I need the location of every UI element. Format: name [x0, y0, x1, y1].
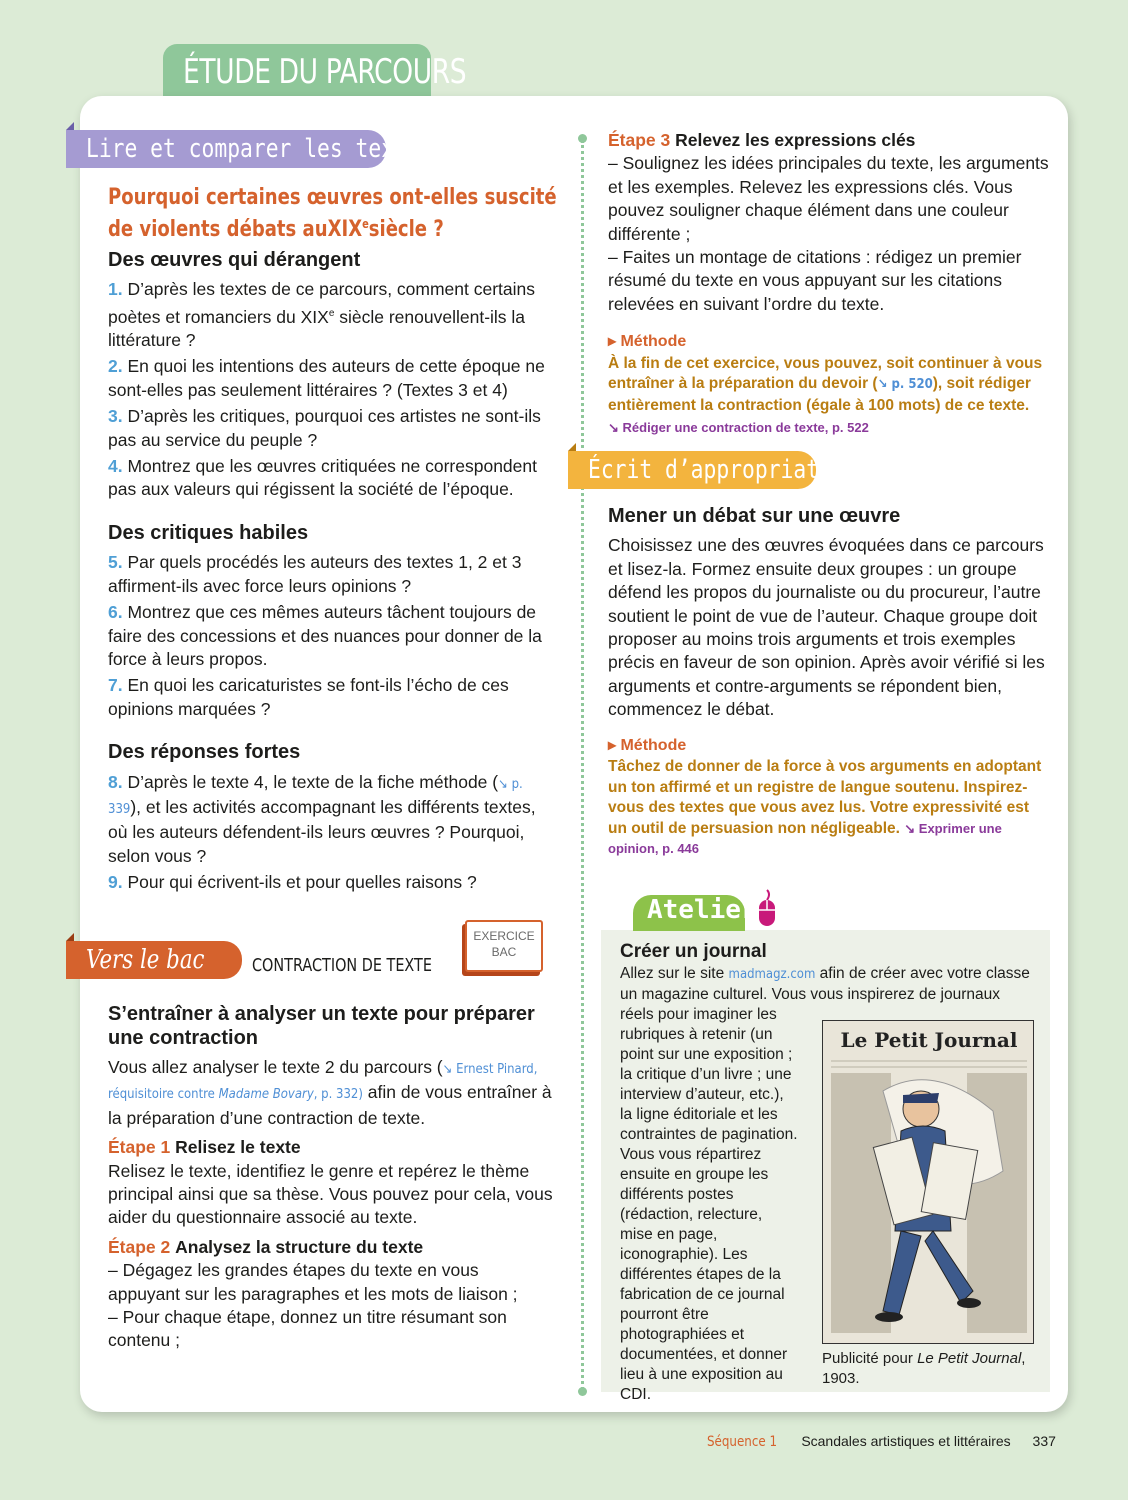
petit-journal-illustration — [822, 1020, 1034, 1344]
site-link[interactable]: madmagz.com — [728, 967, 816, 982]
page-link[interactable]: ↘ p. 339 — [108, 776, 523, 817]
methode-link[interactable]: ↘ Exprimer une opinion, p. 446 — [608, 820, 1002, 857]
question-2: 2. En quoi les intentions des auteurs de cette époque ne sont-elles pas seulement littéraires ? (Textes 3 et 4) — [108, 356, 545, 400]
page-number: 337 — [1032, 1433, 1056, 1449]
mouse-icon — [757, 888, 777, 928]
lire-banner: Lire et comparer les textes — [66, 130, 386, 168]
ecrit-block — [608, 505, 1052, 860]
question-1: 1. D’après les textes de ce parcours, comment certains poètes et romanciers du XIXe siècle renouvellent-ils la littérature ? — [108, 279, 536, 351]
vers-le-bac-banner: Vers le bac — [66, 941, 242, 979]
methode-text: Tâchez de donner de la force à vos arguments en adoptant un ton affirmé et un registre de langue soutenu. Inspirez-vous des textes que vous avez lus. Votre expressivité est un outil de persuasion non négligeable. ↘ Exprimer une opinion, p. 446 — [608, 758, 1042, 857]
etape-2-heading: Étape 2 Analysez la structure du texte — [108, 1236, 424, 1257]
footer-title: Scandales artistiques et littéraires — [801, 1433, 1011, 1449]
etape-1-heading: Étape 1 Relisez le texte — [108, 1137, 301, 1158]
atelier-tab: Atelier — [633, 895, 745, 931]
section-title: Des critiques habiles — [108, 521, 309, 544]
etape-2-line: – Pour chaque étape, donnez un titre résumant son contenu ; — [108, 1307, 507, 1351]
etape-2-line: – Dégagez les grandes étapes du texte en vous appuyant sur les paragraphes et les mots de liaison ; — [108, 1260, 518, 1304]
image-masthead: Le Petit Journal — [840, 1028, 1018, 1052]
etape-1-text: Relisez le texte, identifiez le genre et repérez le thème principal ainsi que sa thèse. Vous pouvez pour cela, vous aider du questionnaire associé au texte. — [108, 1160, 553, 1228]
methode-label: ▸ Méthode — [608, 333, 687, 351]
section-title: Des réponses fortes — [108, 741, 301, 764]
footer-sequence: Séquence 1 — [707, 1434, 778, 1450]
section-tab: ÉTUDE DU PARCOURS — [163, 44, 431, 106]
etape-3-line: – Faites un montage de citations : rédigez un premier résumé du texte en vous appuyant sur les citations relevées en suivant l’ordre du texte. — [608, 247, 1022, 314]
methode-label: ▸ Méthode — [608, 736, 687, 754]
page-footer — [707, 1433, 1056, 1450]
atelier-text: réels pour imaginer les rubriques à retenir (un point sur une exposition ; la critique d’un livre ; une interview d’auteur, etc.), la ligne éditoriale et les contraintes de pagination. Vous vous répartirez ensuite en groupe les différents postes (rédaction, relecture, mise en page, iconographie). Les différentes étapes de la fabrication de ce journal pourront être photographiées et documentées, et donner lieu à une exposition au CDI. — [620, 1006, 798, 1403]
bac-title: S’entraîner à analyser un texte pour préparer une contraction — [108, 1003, 535, 1049]
image-caption: Publicité pour Le Petit Journal, 1903. — [822, 1350, 1026, 1387]
methode-link[interactable]: ↘ Rédiger une contraction de texte, p. 522 — [608, 420, 869, 436]
bac-block — [108, 1002, 553, 1353]
etape-3-heading: Étape 3 Relevez les expressions clés — [608, 130, 916, 150]
exercice-bac-badge: EXERCICE BAC — [465, 920, 543, 972]
contraction-subtitle: CONTRACTION DE TEXTE — [252, 955, 432, 976]
ecrit-banner: Écrit d’appropriation — [568, 451, 816, 489]
atelier-title: Créer un journal — [620, 941, 767, 962]
question-title: Pourquoi certaines œuvres ont-elles suscité de violents débats auXIX$^e$siècle ? — [108, 185, 557, 243]
ecrit-title: Mener un débat sur une œuvre — [608, 505, 901, 527]
bac-intro: Vous allez analyser le texte 2 du parcours (↘ Ernest Pinard, réquisitoire contre Madame Bovary, p. 332) afin de vous entraîner à la préparation d’une contraction de texte. — [108, 1057, 552, 1128]
questions-block — [108, 249, 553, 898]
question-6: 6. Montrez que ces mêmes auteurs tâchent toujours de faire des concessions et des nuances pour donner de la force à leurs propos. — [108, 602, 542, 669]
question-5: 5. Par quels procédés les auteurs des textes 1, 2 et 3 affirment-ils avec force leurs opinions ? — [108, 552, 522, 596]
column-divider — [581, 140, 584, 1390]
atelier-intro: Allez sur le site madmagz.com afin de créer avec votre classe un magazine culturel. Vous vous inspirerez de journaux — [620, 965, 1030, 1003]
question-8: 8. D’après le texte 4, le texte de la fiche méthode (↘ p. 339), et les activités accompagnant les différents textes, où les auteurs défendent-ils leurs œuvres ? Pourquoi, selon vous ? — [108, 771, 536, 866]
etape-3-line: – Soulignez les idées principales du texte, les arguments et les exemples. Relevez les expressions clés. Vous pouvez souligner chaque élément dans une couleur différente ; — [608, 153, 1049, 244]
page-link[interactable]: ↘ p. 520 — [877, 377, 933, 393]
page-link[interactable]: ↘ Ernest Pinard, réquisitoire contre Madame Bovary, p. 332) — [108, 1062, 538, 1103]
section-title: Des œuvres qui dérangent — [108, 249, 361, 271]
question-3: 3. D’après les critiques, pourquoi ces artistes ne sont-ils pas au service du peuple ? — [108, 406, 541, 450]
question-4: 4. Montrez que les œuvres critiquées ne correspondent pas aux valeurs qui régissent la société de l’époque. — [108, 456, 537, 500]
etape-3-block — [608, 129, 1052, 440]
methode-text: À la fin de cet exercice, vous pouvez, soit continuer à vous entraîner à la préparation du devoir (↘ p. 520), soit rédiger entièrement la contraction (égale à 100 mots) de ce texte. — [608, 354, 1043, 414]
question-7: 7. En quoi les caricaturistes se font-ils l’écho de ces opinions marquées ? — [108, 675, 509, 719]
question-9: 9. Pour qui écrivent-ils et pour quelles raisons ? — [108, 872, 477, 893]
ecrit-text: Choisissez une des œuvres évoquées dans ce parcours et lisez-la. Formez ensuite deux groupes : un groupe défend les propos du journaliste ou du procureur, l’autre soutient le point de vue de l’auteur. Chaque groupe doit proposer au moins trois arguments et trois exemples précis en faveur de son opinion. Après avoir vérifié si les arguments et contre-arguments se répondent bien, commencez le débat. — [608, 535, 1045, 720]
